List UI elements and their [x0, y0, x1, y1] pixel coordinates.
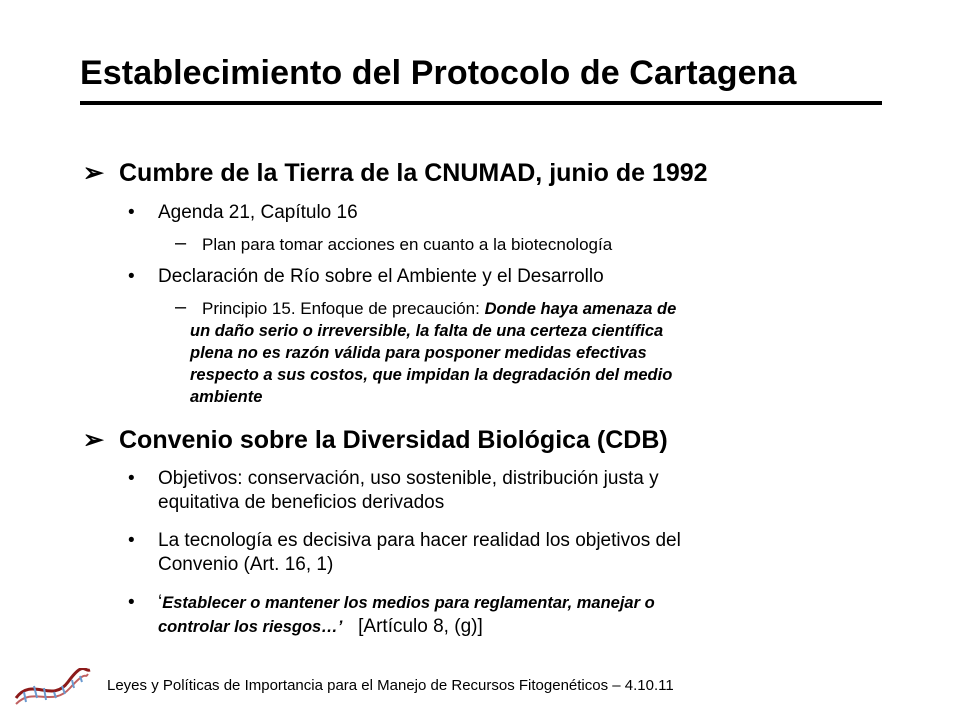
- principle-quote-line: plena no es razón válida para posponer medidas efectivas: [190, 344, 647, 362]
- principle-quote-line: un daño serio o irreversible, la falta de una certeza científica: [190, 322, 664, 340]
- list-item-text: Agenda 21, Capítulo 16: [158, 202, 358, 223]
- list-item-text: [158, 591, 858, 639]
- arrow-bullet-icon: ➢: [83, 426, 104, 454]
- open-quote: ‘: [158, 592, 163, 613]
- title-underline: [80, 101, 882, 105]
- arrow-bullet-icon: ➢: [83, 159, 104, 187]
- sub-list-item-text: Plan para tomar acciones en cuanto a la biotecnología: [202, 235, 613, 254]
- list-item-text: La tecnología es decisiva para hacer realidad los objetivos del Convenio (Art. 16, 1): [158, 530, 681, 575]
- list-item-text: Declaración de Río sobre el Ambiente y el Desarrollo: [158, 266, 604, 287]
- article-quote-line: controlar los riesgos…’: [158, 618, 343, 636]
- principle-quote-line: Donde haya amenaza de: [484, 300, 677, 318]
- principle-quote-line: respecto a sus costos, que impidan la degradación del medio: [190, 366, 673, 384]
- bullet-icon: •: [128, 202, 135, 223]
- slide-footer: Leyes y Políticas de Importancia para el Manejo de Recursos Fitogenéticos – 4.10.11: [107, 677, 674, 694]
- principle-lead: Principio 15. Enfoque de precaución:: [202, 299, 480, 318]
- dash-icon: –: [175, 296, 187, 318]
- dna-helix-icon: [12, 668, 92, 706]
- article-quote-line: Establecer o mantener los medios para reglamentar, manejar o: [162, 594, 655, 612]
- principle-quote-line: ambiente: [190, 388, 263, 406]
- list-item-text: Objetivos: conservación, uso sostenible, distribución justa y equitativa de beneficios derivados: [158, 468, 659, 513]
- bullet-icon: •: [128, 468, 135, 489]
- section-heading-cbd: ➢ Convenio sobre la Diversidad Biológica (CDB): [83, 426, 668, 454]
- bullet-icon: •: [128, 266, 135, 287]
- bullet-icon: •: [128, 530, 135, 551]
- slide-title: Establecimiento del Protocolo de Cartagena: [80, 54, 797, 92]
- bullet-icon: •: [128, 592, 135, 613]
- section-heading-earth-summit: ➢ Cumbre de la Tierra de la CNUMAD, junio de 1992: [83, 159, 708, 187]
- dash-icon: –: [175, 232, 187, 254]
- article-reference: [Artículo 8, (g)]: [358, 616, 483, 637]
